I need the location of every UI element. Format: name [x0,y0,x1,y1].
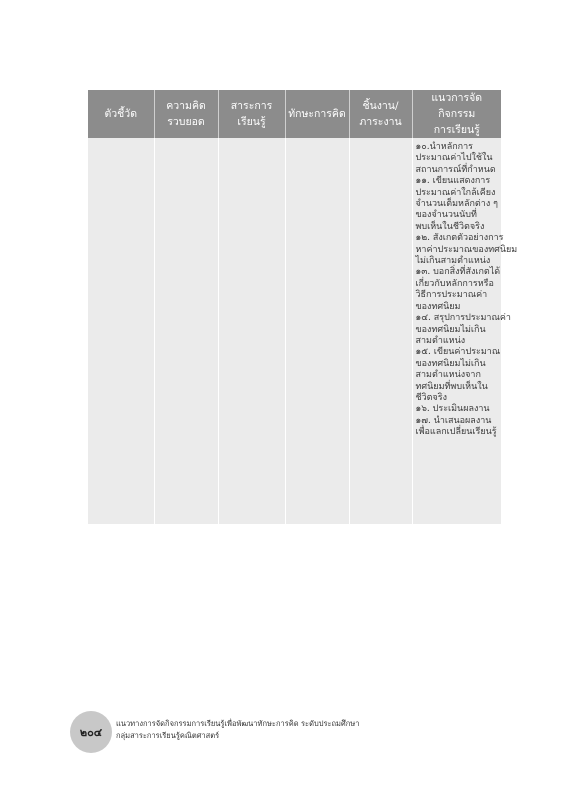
table-row [88,138,501,524]
activity-line: ไม่เกินสามตำแหน่ง [415,256,491,267]
concept-cell [154,138,218,524]
activity-line: ๑๖. ประเมินผลงาน [415,404,490,415]
activity-line: ของจำนวนนับที่ [415,210,477,221]
page-footer [70,708,450,756]
activity-line: สถานการณ์ที่กำหนด [415,164,496,175]
activity-line: ๑๕. เขียนค่าประมาณ [415,347,501,358]
activity-line: จำนวนเต็มหลักต่าง ๆ [415,199,498,210]
page-number: ๒๐๔ [79,726,103,739]
activity-list [413,138,518,439]
header-activity: แนวการจัดกิจกรรม การเรียนรู้ [412,90,501,138]
activity-line: ๑๐.นำหลักการ [415,142,474,152]
footer-text [116,718,359,742]
activity-line: ๑๗. นำเสนอผลงาน [415,415,492,426]
activity-line: เกี่ยวกับหลักการหรือ [415,278,494,289]
table-header-row [88,90,501,138]
activity-line: เพื่อแลกเปลี่ยนเรียนรู้ [415,427,497,438]
activity-line: ทศนิยมที่พบเห็นใน [415,381,488,392]
curriculum-table [88,90,518,524]
header-task: ชิ้นงาน/ ภาระงาน [349,90,412,138]
activity-line: ๑๔. สรุปการประมาณค่า [415,313,511,324]
activity-line: ๑๓. บอกสิ่งที่สังเกตได้ [415,267,501,278]
activity-line: ๑๑. เขียนแสดงการ [415,176,491,187]
activity-line: สามตำแหน่งจาก [415,370,481,381]
content-cell [218,138,285,524]
activity-line: ๑๒. สังเกตตัวอย่างการ [415,233,504,244]
footer-subject: กลุ่มสาระการเรียนรู้คณิตศาสตร์ [116,731,220,740]
activity-line: วิธีการประมาณค่า [415,290,488,301]
header-indicator: ตัวชี้วัด [88,90,154,138]
activity-cell [412,138,518,524]
activity-line: ชีวิตจริง [415,392,448,403]
activity-line: ของทศนิยม [415,301,461,312]
thinking-skill-cell [285,138,349,524]
footer-book-title: แนวทางการจัดกิจกรรมการเรียนรู้เพื่อพัฒนาทักษะการคิด ระดับประถมศึกษา [116,719,360,728]
header-thinking-skill: ทักษะการคิด [285,90,349,138]
indicator-cell [88,138,154,524]
activity-line: ประมาณค่าไปใช้ใน [415,153,493,164]
header-concept: ความคิด รวบยอด [154,90,218,138]
activity-line: สามตำแหน่ง [415,335,466,346]
task-cell [349,138,412,524]
activity-line: ของทศนิยมไม่เกิน [415,324,486,335]
header-content: สาระการเรียนรู้ [218,90,285,138]
activity-line: ประมาณค่าใกล้เคียง [415,187,496,198]
activity-line: พบเห็นในชีวิตจริง [415,221,485,232]
activity-line: ของทศนิยมไม่เกิน [415,358,486,369]
activity-line: หาค่าประมาณของทศนิยม [415,244,518,255]
